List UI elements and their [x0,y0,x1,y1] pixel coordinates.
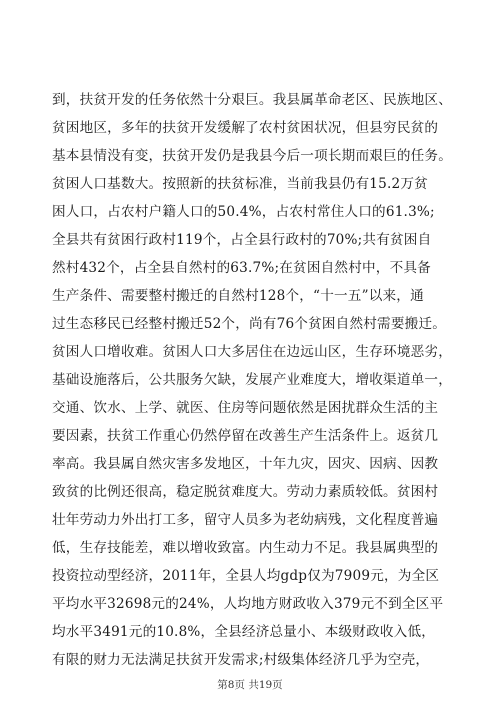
text-line: 基础设施落后，公共服务欠缺，发展产业难度大，增收渠道单一， [52,372,453,388]
text-line: 低，生存技能差，难以增收致富。内生动力不足。我县属典型的 [52,540,439,556]
text-line: 困人口，占农村户籍人口的50.4%，占农村常住人口的61.3%; [52,204,435,220]
text-line: 交通、饮水、上学、就医、住房等问题依然是困扰群众生活的主 [52,400,439,416]
text-line: 均水平3491元的10.8%，全县经济总量小、本级财政收入低， [52,624,436,640]
text-line: 全县共有贫困行政村119个，占全县行政村的70%;共有贫困自 [52,232,432,248]
text-line: 致贫的比例还很高，稳定脱贫难度大。劳动力素质较低。贫困村 [52,484,439,500]
text-line: 投资拉动型经济，2011年，全县人均gdp仅为7909元，为全区 [52,568,440,584]
text-line: 率高。我县属自然灾害多发地区，十年九灾，因灾、因病、因教 [52,456,439,472]
text-line: 贫困人口基数大。按照新的扶贫标准，当前我县仍有15.2万贫 [52,176,428,192]
text-line: 生产条件、需要整村搬迁的自然村128个，“十一五”以来，通 [52,288,424,304]
page-footer: 第8页 共19页 [217,679,283,691]
text-line: 然村432个，占全县自然村的63.7%;在贫困自然村中，不具备 [52,260,431,276]
text-line: 要因素，扶贫工作重心仍然停留在改善生产生活条件上。返贫几 [52,428,439,444]
text-line: 到，扶贫开发的任务依然十分艰巨。我县属革命老区、民族地区、 [52,92,453,108]
text-line: 有限的财力无法满足扶贫开发需求;村级集体经济几乎为空壳， [52,652,430,668]
text-line: 基本县情没有变，扶贫开发仍是我县今后一项长期而艰巨的任务。 [52,148,453,164]
text-line: 贫困地区，多年的扶贫开发缓解了农村贫困状况，但县穷民贫的 [52,120,439,136]
text-line: 贫困人口增收难。贫困人口大多居住在边远山区，生存环境恶劣， [52,344,453,360]
text-line: 壮年劳动力外出打工多，留守人员多为老幼病残，文化程度普遍 [52,512,439,528]
text-line: 平均水平32698元的24%，人均地方财政收入379元不到全区平 [52,596,444,612]
text-line: 过生态移民已经整村搬迁52个，尚有76个贫困自然村需要搬迁。 [52,316,447,332]
